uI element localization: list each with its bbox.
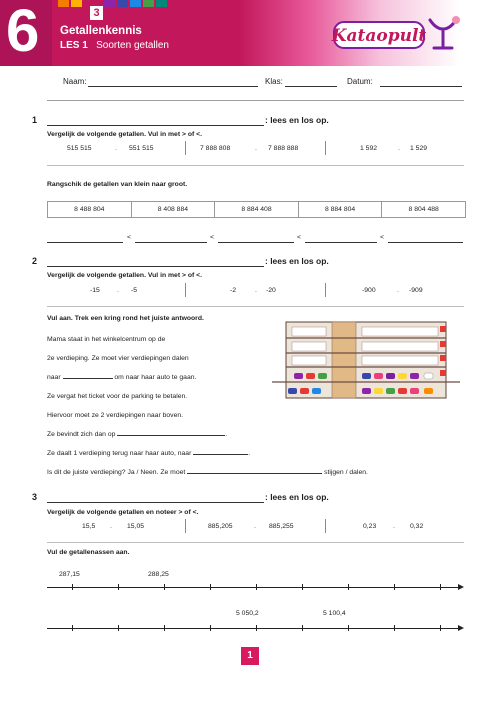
tick	[440, 625, 441, 631]
tick	[164, 584, 165, 590]
number-line-1	[47, 587, 459, 588]
q3-pair2-a: 885,205	[208, 523, 233, 530]
subject-title: Getallenkennis	[60, 25, 142, 37]
q1-title-input[interactable]	[47, 125, 264, 126]
q2-pair1-a: -15	[90, 287, 100, 294]
story-line: Ze bevindt zich dan op .	[47, 425, 347, 444]
q3-pair1-b: 15,05	[127, 523, 145, 530]
order-number: 8 884 408	[215, 202, 299, 217]
q2-pair1-slot[interactable]: .	[117, 287, 119, 294]
order-answer-input[interactable]	[218, 242, 294, 243]
q3-pair3-slot[interactable]: .	[393, 523, 395, 530]
color-chip	[143, 0, 154, 7]
q1-pair3-a: 1 592	[360, 145, 378, 152]
q2-instruction: Vergelijk de volgende getallen. Vul in met > of <.	[47, 272, 202, 279]
divider	[47, 542, 464, 543]
separator	[185, 519, 186, 533]
floor-input[interactable]	[193, 446, 248, 455]
story-text: Is dit de juiste verdieping? Ja / Neen. Ze moet	[47, 469, 186, 476]
lesson-line	[60, 40, 169, 51]
q2-pair3-b: -909	[409, 287, 423, 294]
q1-instruction: Vergelijk de volgende getallen. Vul in met > of <.	[47, 131, 202, 138]
story-text: Ze daalt 1 verdieping terug naar haar auto, naar	[47, 450, 192, 457]
order-number: 8 884 804	[299, 202, 383, 217]
q2-fill-instruction: Vul aan. Trek een kring rond het juiste antwoord.	[47, 315, 204, 322]
q1-order-table	[47, 201, 466, 218]
story-text: stijgen / dalen.	[324, 469, 368, 476]
q1-title: : lees en los op.	[265, 115, 329, 125]
color-chip	[104, 0, 115, 7]
q1-pair2-slot[interactable]: .	[255, 145, 257, 152]
arrow-head	[458, 584, 464, 590]
tick	[394, 584, 395, 590]
q2-number: 2	[32, 256, 38, 266]
q2-pair2-a: -2	[230, 287, 237, 294]
q3-axis-instruction: Vul de getallenassen aan.	[47, 549, 130, 556]
color-chip	[117, 0, 128, 7]
order-number: 8 408 884	[132, 202, 216, 217]
class-label: Klas:	[265, 77, 283, 86]
floor-input[interactable]	[117, 427, 225, 436]
order-number: 8 804 488	[408, 206, 439, 213]
tick	[348, 625, 349, 631]
q2-title: : lees en los op.	[265, 256, 329, 266]
color-chip	[130, 0, 141, 7]
divider	[47, 165, 464, 166]
q1-pair1-b: 551 515	[129, 145, 154, 152]
page-number: 1	[241, 647, 259, 665]
tick	[118, 625, 119, 631]
order-answer-input[interactable]	[305, 242, 377, 243]
q3-pair1-slot[interactable]: .	[110, 523, 112, 530]
q1-pair1-a: 515 515	[67, 145, 92, 152]
lt-sign: <	[297, 234, 301, 241]
q3-number: 3	[32, 492, 38, 502]
q3-pair2-slot[interactable]: .	[254, 523, 256, 530]
color-chip	[156, 0, 167, 7]
tick	[118, 584, 119, 590]
axis2-label: 5 050,2	[236, 610, 259, 617]
axis2-label: 5 100,4	[323, 610, 346, 617]
parking-garage-illustration	[270, 320, 465, 400]
answer-input[interactable]	[187, 465, 322, 474]
separator	[185, 141, 186, 155]
story-text: Ze bevindt zich dan op	[47, 431, 116, 438]
lt-sign: <	[127, 234, 131, 241]
q3-pair1-a: 15,5	[82, 523, 96, 530]
chapter-tab: 3	[90, 6, 103, 20]
tick	[256, 625, 257, 631]
q3-pair3-b: 0,32	[410, 523, 424, 530]
name-input[interactable]	[88, 86, 258, 87]
q1-pair1-slot[interactable]: .	[115, 145, 117, 152]
katapult-logo	[330, 12, 472, 54]
q1-pair3-slot[interactable]: .	[398, 145, 400, 152]
separator	[185, 283, 186, 297]
lesson-title: Soorten getallen	[96, 40, 169, 51]
q1-number: 1	[32, 115, 38, 125]
order-answer-input[interactable]	[47, 242, 123, 243]
divider	[47, 100, 464, 101]
q3-pair3-a: 0,23	[363, 523, 377, 530]
story-line	[47, 463, 368, 482]
floor-input[interactable]	[63, 370, 113, 379]
q1-pair2-b: 7 888 888	[268, 145, 299, 152]
axis1-label: 287,15	[59, 571, 80, 578]
color-chip	[58, 0, 69, 7]
order-number: 8 488 804	[48, 202, 132, 217]
date-label: Datum:	[347, 77, 373, 86]
arrow-head	[458, 625, 464, 631]
order-answer-input[interactable]	[388, 242, 463, 243]
story-line: Ze daalt 1 verdieping terug naar haar auto, naar .	[47, 444, 347, 463]
separator	[325, 141, 326, 155]
number-line-2	[47, 628, 459, 629]
q3-title-input[interactable]	[47, 502, 264, 503]
story-line: Mama staat in het winkelcentrum op de	[47, 336, 166, 343]
tick	[72, 625, 73, 631]
q1-pair2-a: 7 888 808	[200, 145, 231, 152]
q2-title-input[interactable]	[47, 266, 264, 267]
lt-sign: <	[210, 234, 214, 241]
story-line: Hiervoor moet ze 2 verdiepingen naar boven.	[47, 412, 184, 419]
tick	[348, 584, 349, 590]
q3-title: : lees en los op.	[265, 492, 329, 502]
separator	[325, 519, 326, 533]
order-answer-input[interactable]	[135, 242, 207, 243]
separator	[325, 283, 326, 297]
date-input[interactable]	[380, 86, 462, 87]
q2-pair2-slot[interactable]: .	[255, 287, 257, 294]
tick	[394, 625, 395, 631]
q2-pair3-slot[interactable]: .	[397, 287, 399, 294]
divider	[47, 306, 464, 307]
story-text: naar	[47, 374, 61, 381]
q3-pair2-b: 885,255	[269, 523, 294, 530]
tick	[72, 584, 73, 590]
tick	[440, 584, 441, 590]
tick	[302, 625, 303, 631]
q1-pair3-b: 1 529	[410, 145, 428, 152]
q1-order-instruction: Rangschik de getallen van klein naar groot.	[47, 181, 188, 188]
q2-pair3-a: -900	[362, 287, 376, 294]
color-chip	[71, 0, 82, 7]
story-text: om naar haar auto te gaan.	[114, 374, 197, 381]
tick	[302, 584, 303, 590]
axis1-label: 288,25	[148, 571, 169, 578]
q2-pair2-b: -20	[266, 287, 276, 294]
grade-number: 6	[6, 0, 40, 64]
story-line: Ze vergat het ticket voor de parking te betalen.	[47, 393, 188, 400]
name-label: Naam:	[63, 77, 87, 86]
lesson-code: LES 1	[60, 40, 88, 51]
lt-sign: <	[380, 234, 384, 241]
q3-instruction: Vergelijk de volgende getallen en noteer > of <.	[47, 509, 199, 516]
class-input[interactable]	[285, 86, 337, 87]
tick	[210, 625, 211, 631]
tick	[164, 625, 165, 631]
q2-pair1-b: -5	[131, 287, 138, 294]
story-line: 2e verdieping. Ze moet vier verdiepingen dalen	[47, 355, 189, 362]
tick	[210, 584, 211, 590]
logo-text: Kataopult	[331, 26, 427, 46]
tick	[256, 584, 257, 590]
